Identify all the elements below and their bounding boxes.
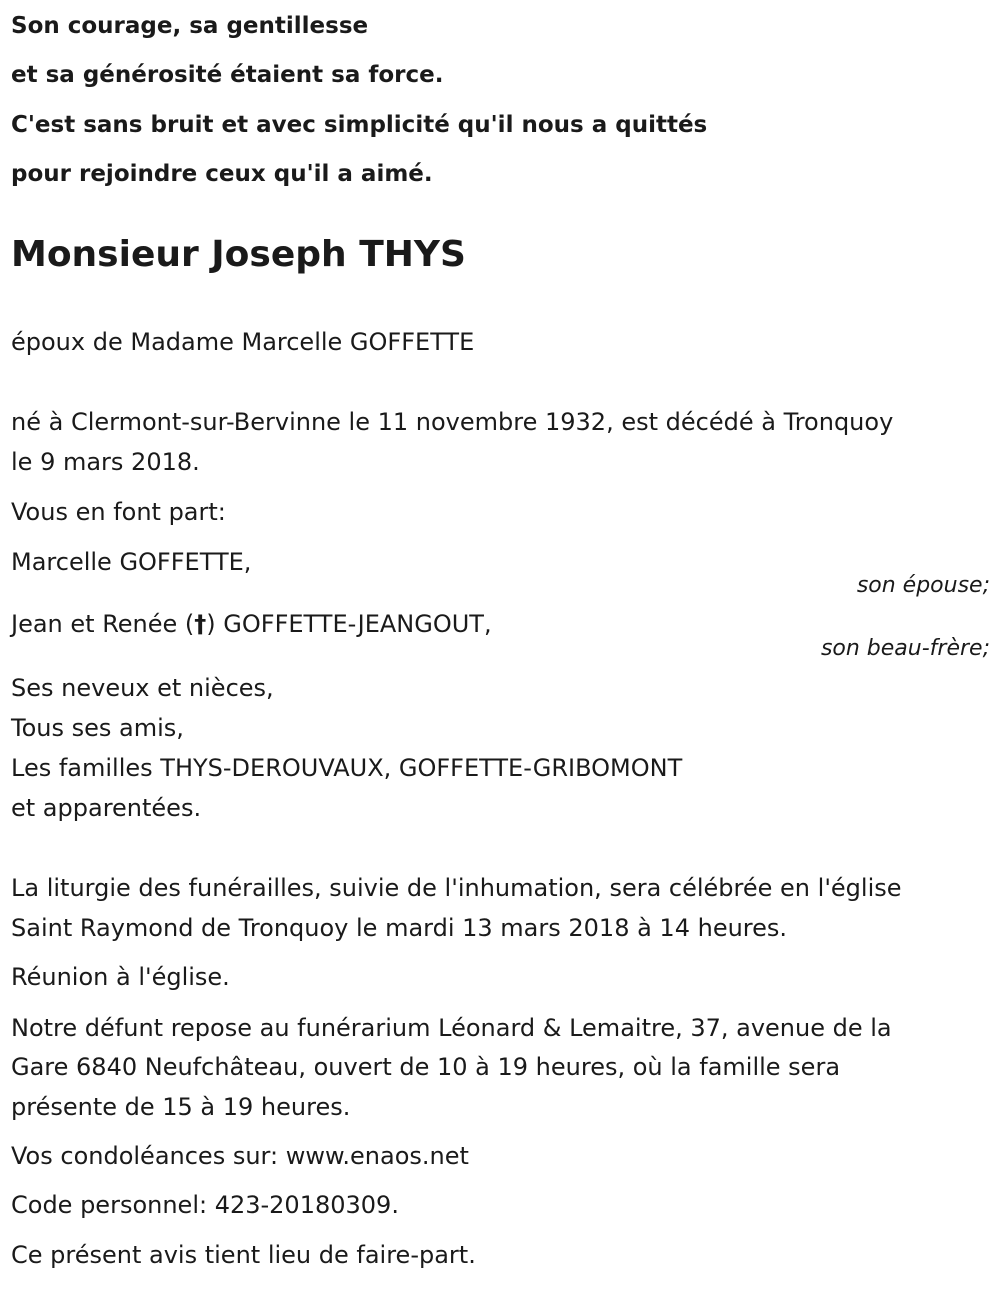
relative-2-suffix: ) GOFFETTE-JEANGOUT,: [206, 610, 492, 638]
relative-2-prefix: Jean et Renée (: [11, 610, 195, 638]
condolences-line: Vos condoléances sur: www.enaos.net: [11, 1142, 469, 1170]
others-line-1: Ses neveux et nièces,: [11, 674, 274, 702]
relative-2-role: son beau-frère;: [820, 636, 990, 661]
epitaph-line-1: Son courage, sa gentillesse: [11, 13, 369, 39]
repose-line-2: Gare 6840 Neufchâteau, ouvert de 10 à 19 heures, où la famille sera: [11, 1053, 841, 1081]
liturgy-line-1: La liturgie des funérailles, suivie de l'inhumation, sera célébrée en l'église: [11, 874, 902, 902]
relative-2-name: [11, 604, 492, 644]
epitaph-line-3: C'est sans bruit et avec simplicité qu'il nous a quittés: [11, 112, 708, 138]
repose-line-3: présente de 15 à 19 heures.: [11, 1093, 351, 1121]
code-line: Code personnel: 423-20180309.: [11, 1191, 399, 1219]
repose-line-1: Notre défunt repose au funérarium Léonard & Lemaitre, 37, avenue de la: [11, 1014, 892, 1042]
epitaph-line-4: pour rejoindre ceux qu'il a aimé.: [11, 161, 433, 187]
others-line-2: Tous ses amis,: [11, 714, 184, 742]
birth-death-line-2: le 9 mars 2018.: [11, 448, 200, 476]
others-line-3: Les familles THYS-DEROUVAUX, GOFFETTE-GRIBOMONT: [11, 754, 683, 782]
deceased-name: Monsieur Joseph THYS: [11, 234, 466, 275]
others-line-4: et apparentées.: [11, 794, 202, 822]
liturgy-line-2: Saint Raymond de Tronquoy le mardi 13 mars 2018 à 14 heures.: [11, 914, 788, 942]
birth-death-line-1: né à Clermont-sur-Bervinne le 11 novembre 1932, est décédé à Tronquoy: [11, 408, 894, 436]
cross-icon: †: [194, 610, 207, 638]
announcement-intro: Vous en font part:: [11, 498, 226, 526]
spouse-line: époux de Madame Marcelle GOFFETTE: [11, 328, 475, 356]
meeting-line: Réunion à l'église.: [11, 963, 230, 991]
epitaph-line-2: et sa générosité étaient sa force.: [11, 62, 444, 88]
notice-line: Ce présent avis tient lieu de faire-part.: [11, 1241, 476, 1269]
relative-1-name: Marcelle GOFFETTE,: [11, 548, 252, 576]
relative-1-role: son épouse;: [856, 573, 990, 598]
